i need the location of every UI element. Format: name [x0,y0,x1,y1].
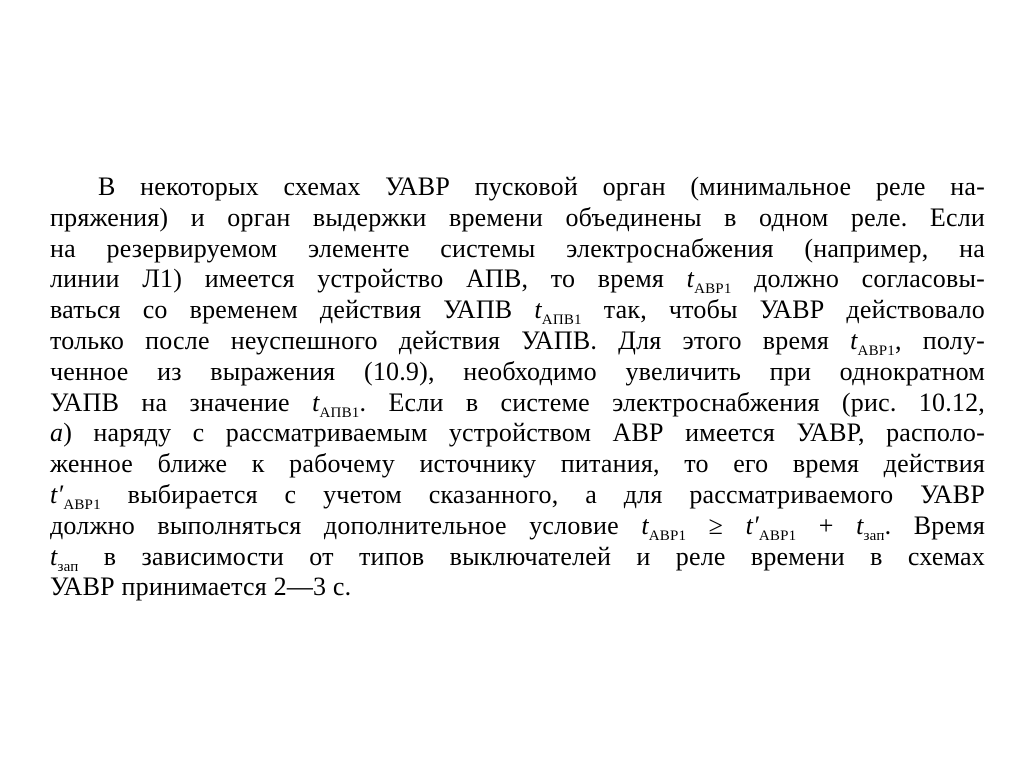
variable-t: t [856,510,864,540]
line-text: женное ближе к рабочему источнику питания, то его время действия [50,449,985,479]
variable-t: t [686,264,695,294]
line-text: ченное из выражения (10.9), необходимо увеличить при однократном [50,356,985,386]
text-line [50,172,985,203]
text-line [50,234,985,265]
text-line [50,542,985,573]
line-text: . Время [884,510,985,540]
variable-t: t [534,295,542,325]
line-text: так, чтобы УАВР действовало [581,295,985,325]
subscript: зап [57,558,79,575]
line-text: линии Л1) имеется устройство АПВ, то время [50,264,687,294]
variable-t: t [50,541,58,571]
variable-t: t [850,325,858,355]
line-text: , полу- [895,325,985,355]
line-text: пряжения) и орган выдержки времени объединены в одном реле. Если [50,202,985,232]
operator: ≥ [686,510,746,540]
text-line [50,203,985,234]
line-text: УАВР принимается 2—3 с. [50,572,352,602]
line-text: В некоторых схемах УАВР пусковой орган (минимальное реле на- [98,172,985,201]
subscript: АВР1 [758,527,797,544]
text-line [50,326,985,357]
line-text: ) наряду с рассматриваемым устройством АВР имеется УАВР, располо- [63,418,985,448]
text-line [50,449,985,480]
operator: + [796,510,857,540]
line-text: ваться со временем действия УАПВ [50,295,535,325]
subscript: АВР1 [857,342,896,359]
subscript: АВР1 [63,496,101,513]
subscript: АВР1 [648,527,687,544]
text-line [50,264,985,298]
line-text: только после неуспешного действия УАПВ. Для этого время [50,325,851,355]
line-text: должно выполняться дополнительное условие [50,510,642,540]
line-text: в зависимости от типов выключателей и реле времени в схемах [78,541,985,571]
text-line [50,295,985,329]
paragraph [50,172,985,603]
subscript: зап [863,527,885,544]
subscript: АПВ1 [319,404,360,421]
variable-t-prime: t′ [745,510,759,540]
variable-t-prime: t′ [50,479,64,509]
line-text: на резервируемом элементе системы электроснабжения (например, на [50,233,985,263]
text-line [50,357,985,388]
text-line [50,418,985,449]
line-text: должно согласовы- [731,264,985,294]
text-line [50,480,985,511]
line-text: . Если в системе электроснабжения (рис. 10.12, [359,387,985,417]
line-text: УАПВ на значение [50,387,313,417]
subscript: АПВ1 [541,312,582,329]
text-line [50,388,985,419]
figure-part-label: а [50,418,64,448]
subscript: АВР1 [694,281,732,298]
line-text: выбирается с учетом сказанного, а для рассматриваемого УАВР [100,479,985,509]
variable-t: t [641,510,649,540]
variable-t: t [312,387,320,417]
text-line [50,572,985,603]
text-line [50,511,985,542]
